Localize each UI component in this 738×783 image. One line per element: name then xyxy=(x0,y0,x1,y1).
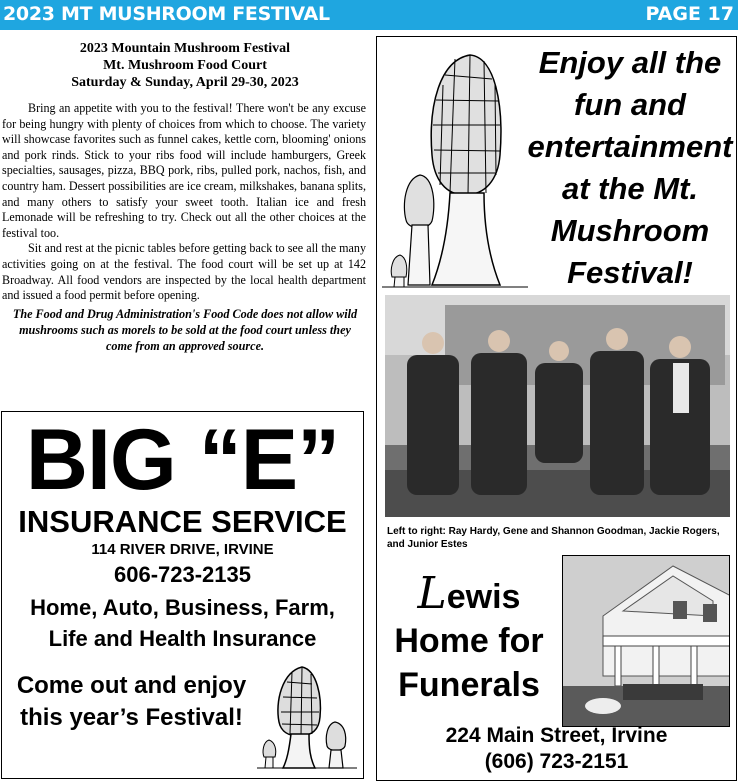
big-e-coverage xyxy=(2,592,363,654)
article-note: The Food and Drug Administration's Food Code does not allow wild mushrooms such as morels to be sold at the food court unless they come from an approved source. xyxy=(12,306,358,353)
big-e-phone: 606-723-2135 xyxy=(113,562,251,587)
lewis-address: 224 Main Street, Irvine xyxy=(445,724,668,747)
article-heading-line: Mt. Mushroom Food Court xyxy=(103,58,267,73)
lewis-line-3: Funerals xyxy=(398,666,540,704)
photo-caption: Left to right: Ray Hardy, Gene and Shannon Goodman, Jackie Rogers, and Junior Estes xyxy=(387,526,720,550)
big-e-address: 114 RIVER DRIVE, IRVINE xyxy=(91,541,274,558)
article-body xyxy=(0,91,370,304)
article-heading-line: 2023 Mountain Mushroom Festival xyxy=(79,41,291,56)
lewis-name-line xyxy=(381,568,557,619)
header-page-number: PAGE 17 xyxy=(645,3,734,25)
funeral-home-photo xyxy=(562,555,730,727)
big-e-coverage-line: Life and Health Insurance xyxy=(48,626,317,651)
big-e-title: BIG “E” xyxy=(25,412,340,508)
lewis-phone: (606) 723-2151 xyxy=(484,750,629,773)
lewis-name-rest: ewis xyxy=(446,578,521,616)
group-photo xyxy=(385,295,730,517)
big-e-insurance-ad xyxy=(1,411,364,779)
lewis-contact xyxy=(377,723,736,775)
funeral-home-image xyxy=(563,556,730,727)
morel-mushroom-icon xyxy=(257,662,357,772)
header-section-title: 2023 MT MUSHROOM FESTIVAL xyxy=(3,3,330,25)
festival-invitation: Enjoy all the fun and entertainment at the Mt. Mushroom Festival! xyxy=(527,45,733,290)
lewis-initial: L xyxy=(417,568,447,619)
big-e-invitation: Come out and enjoy this year’s Festival! xyxy=(16,672,247,731)
right-column-box xyxy=(376,36,737,781)
big-e-coverage-line: Home, Auto, Business, Farm, xyxy=(30,595,335,620)
group-photo-image xyxy=(385,295,730,517)
article-column xyxy=(0,36,370,354)
lewis-funeral-ad-name xyxy=(381,568,557,707)
article-paragraph: Bring an appetite with you to the festival! There won't be any excuse for being hungry with plenty of choices from which to choose. The variety will showcase favorites such as funnel cakes, kettle corn, blooming' onions and pork rinds. Stick to your ribs food will include hamburgers, Greek specialties, sausages, pizza, BBQ pork, ribs, pulled pork, nachos, fish, and country ham. Dessert possibilities are ice cream, milkshakes, banana splits, and many others to satisfy your sweet tooth. Italian ice and fresh Lemonade will be refreshing to try. Check out all the other choices at the festival too. xyxy=(2,101,366,240)
article-heading xyxy=(0,36,370,91)
big-e-service: INSURANCE SERVICE xyxy=(18,504,347,539)
page-header xyxy=(0,0,738,30)
lewis-line-2: Home for xyxy=(394,622,544,660)
article-heading-line: Saturday & Sunday, April 29-30, 2023 xyxy=(71,75,299,90)
morel-mushroom-illustration-icon xyxy=(380,45,530,295)
article-paragraph: Sit and rest at the picnic tables before getting back to see all the many activities going on at the festival. The food court will be set up at 142 Broadway. All food vendors are inspected by the local health department and issued a food permit before opening. xyxy=(2,241,366,303)
